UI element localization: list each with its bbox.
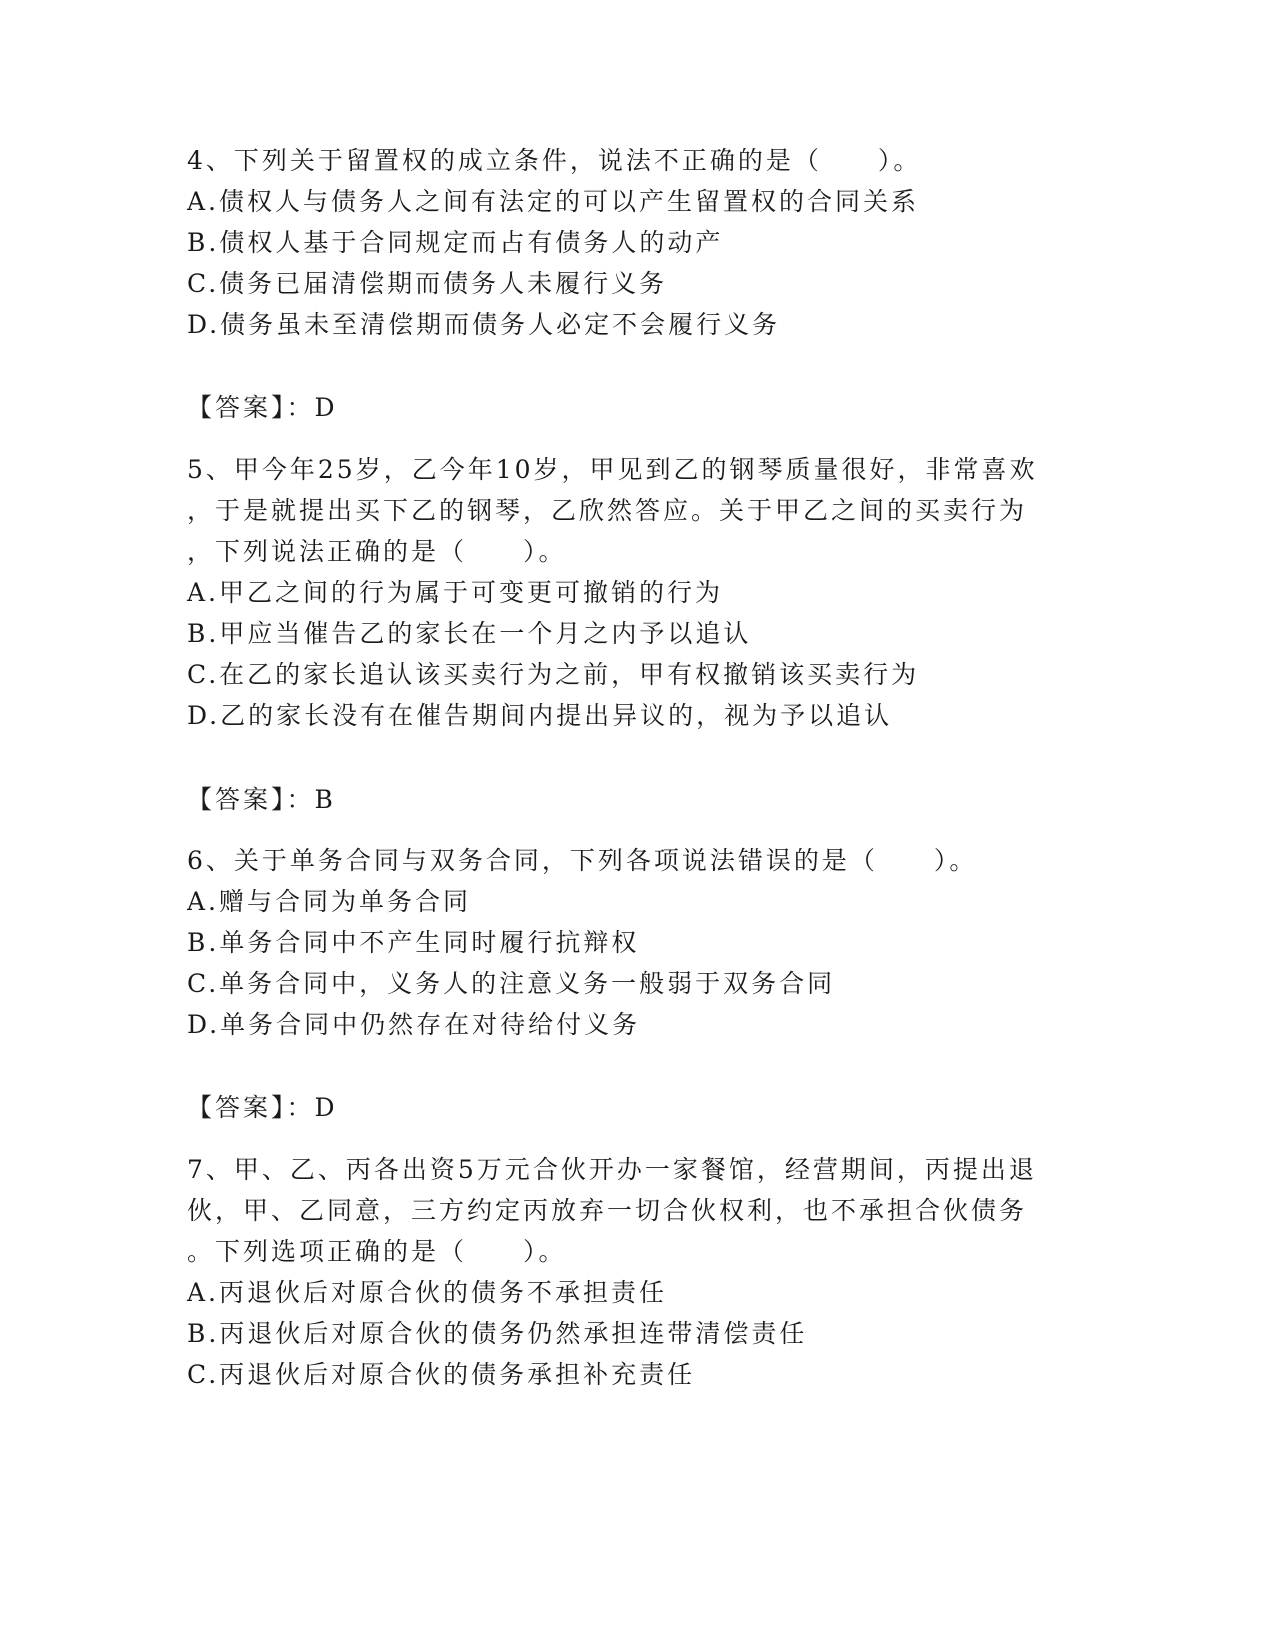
question-5-stem-line-1: 5、甲今年25岁，乙今年10岁，甲见到乙的钢琴质量很好，非常喜欢 (187, 455, 1038, 484)
question-4-option-c: C.债务已届清偿期而债务人未履行义务 (187, 269, 668, 298)
question-6-option-d: D.单务合同中仍然存在对待给付义务 (187, 1010, 641, 1039)
question-6-option-b: B.单务合同中不产生同时履行抗辩权 (187, 928, 640, 957)
question-4-option-b: B.债权人基于合同规定而占有债务人的动产 (187, 228, 724, 257)
question-4-option-a: A.债权人与债务人之间有法定的可以产生留置权的合同关系 (187, 187, 920, 216)
question-5-option-c: C.在乙的家长追认该买卖行为之前，甲有权撤销该买卖行为 (187, 660, 920, 689)
question-7-option-c: C.丙退伙后对原合伙的债务承担补充责任 (187, 1360, 696, 1389)
question-4-stem: 4、下列关于留置权的成立条件，说法不正确的是（ ）。 (187, 146, 922, 175)
question-5-option-b: B.甲应当催告乙的家长在一个月之内予以追认 (187, 619, 752, 648)
question-7-option-a: A.丙退伙后对原合伙的债务不承担责任 (187, 1278, 668, 1307)
question-5-option-d: D.乙的家长没有在催告期间内提出异议的，视为予以追认 (187, 701, 893, 730)
question-6-option-a: A.赠与合同为单务合同 (187, 887, 472, 916)
question-5-answer: 【答案】：B (187, 785, 336, 814)
question-5-option-a: A.甲乙之间的行为属于可变更可撤销的行为 (187, 578, 724, 607)
question-4-option-d: D.债务虽未至清偿期而债务人必定不会履行义务 (187, 310, 781, 339)
question-5-stem-line-3: ，下列说法正确的是（ ）。 (187, 537, 567, 566)
question-5-stem-line-2: ，于是就提出买下乙的钢琴，乙欣然答应。关于甲乙之间的买卖行为 (187, 496, 1028, 525)
question-7-stem-line-1: 7、甲、乙、丙各出资5万元合伙开办一家餐馆，经营期间，丙提出退 (187, 1155, 1037, 1184)
question-6-answer: 【答案】：D (187, 1093, 338, 1122)
question-6-option-c: C.单务合同中，义务人的注意义务一般弱于双务合同 (187, 969, 836, 998)
question-4-answer: 【答案】：D (187, 393, 338, 422)
question-7-stem-line-3: 。下列选项正确的是（ ）。 (187, 1237, 567, 1266)
question-6-stem: 6、关于单务合同与双务合同，下列各项说法错误的是（ ）。 (187, 846, 978, 875)
question-7-stem-line-2: 伙，甲、乙同意，三方约定丙放弃一切合伙权利，也不承担合伙债务 (187, 1196, 1028, 1225)
question-7-option-b: B.丙退伙后对原合伙的债务仍然承担连带清偿责任 (187, 1319, 808, 1348)
